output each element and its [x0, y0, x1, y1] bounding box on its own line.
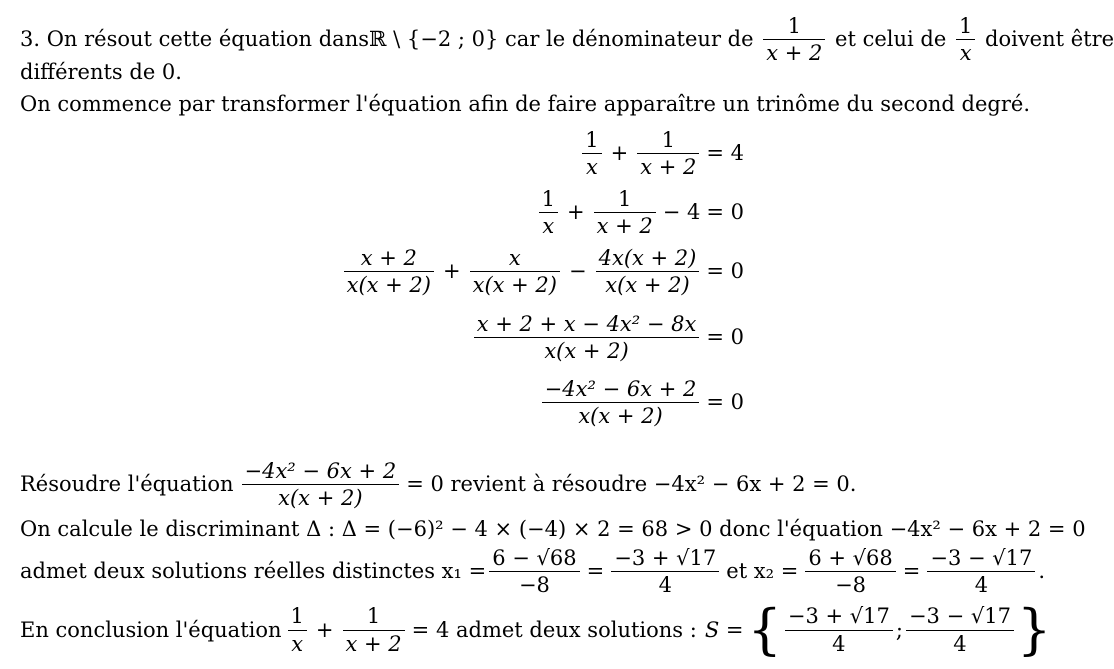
denominator: x(x + 2): [578, 404, 663, 429]
minus-sign: −: [569, 259, 587, 284]
fraction-combined: [474, 311, 700, 365]
equals-rhs: = 4: [706, 141, 744, 166]
numerator: 1: [582, 127, 601, 154]
resolve-label: Résoudre l'équation: [20, 472, 234, 497]
equals-rhs: = 0: [706, 200, 744, 225]
denominator: −8: [835, 573, 867, 598]
numerator: 1: [343, 603, 405, 630]
solutions-label: admet deux solutions réelles distinctes x₁ =: [20, 559, 487, 584]
fraction-4x-over-common: [596, 245, 700, 299]
domain-set: ℝ \ {−2 ; 0}: [369, 27, 499, 52]
plus-sign: +: [443, 259, 461, 284]
equals-rhs: = 0: [706, 325, 744, 350]
fraction-solution-2: [906, 603, 1014, 657]
numerator: 1: [956, 13, 975, 40]
numerator: −4x² − 6x + 2: [242, 458, 400, 485]
numerator: 1: [288, 603, 307, 630]
numerator: 1: [763, 13, 825, 40]
intro-text-start: 3. On résout cette équation dans: [20, 27, 370, 52]
conclusion-label: En conclusion l'équation: [20, 617, 282, 642]
denominator: x + 2: [640, 155, 697, 180]
conclusion-line: [20, 598, 1052, 661]
denominator: −8: [518, 573, 550, 598]
intro-line-1: [20, 13, 1114, 67]
minus-four: − 4: [662, 200, 701, 225]
equation-step-5: [539, 376, 744, 430]
numerator: −3 − √17: [927, 545, 1035, 572]
close-brace: }: [1016, 598, 1052, 661]
and-x2-label: et x₂ =: [726, 559, 799, 584]
fraction-1-over-x-plus-2: [637, 127, 699, 181]
denominator: x + 2: [766, 41, 823, 66]
denominator: x + 2: [345, 631, 402, 656]
denominator: x + 2: [596, 214, 653, 239]
intro-text-mid2: et celui de: [828, 27, 953, 52]
intro-line-2: différents de 0.: [20, 60, 182, 84]
denominator: x(x + 2): [544, 339, 629, 364]
equation-step-4: [471, 311, 744, 365]
conclusion-mid: = 4 admet deux solutions :: [411, 617, 697, 642]
plus-sign: +: [566, 200, 585, 225]
open-brace: {: [747, 598, 782, 661]
numerator: 1: [539, 186, 558, 213]
equals-sign: =: [586, 559, 605, 584]
denominator: x(x + 2): [278, 486, 363, 511]
solution-set-label: S =: [704, 617, 744, 642]
equals-rhs: = 0: [706, 259, 744, 284]
fraction-1-over-x: [582, 127, 601, 181]
fraction-x2-simplified: [927, 545, 1035, 599]
plus-sign: +: [610, 141, 629, 166]
denominator: 4: [974, 573, 989, 598]
numerator: 4x(x + 2): [596, 245, 700, 272]
equation-step-3: [341, 245, 744, 299]
denominator: x: [542, 214, 555, 239]
intro-line-3: On commence par transformer l'équation afin de faire apparaître un trinôme du second degré.: [20, 92, 1031, 116]
resolve-line: [20, 458, 856, 512]
fraction-solution-1: [785, 603, 893, 657]
fraction-1-over-x-plus-2: [763, 13, 825, 67]
fraction-x2: [805, 545, 895, 599]
equation-step-1: [579, 127, 744, 181]
numerator: x + 2 + x − 4x² − 8x: [474, 311, 700, 338]
discriminant-line: On calcule le discriminant Δ : Δ = (−6)² − 4 × (−4) × 2 = 68 > 0 donc l'équation −4x² − 6x + 2 = 0: [20, 517, 1086, 541]
fraction-quadratic: [242, 458, 400, 512]
numerator: x + 2: [344, 245, 434, 272]
separator: ;: [895, 617, 903, 642]
denominator: x: [585, 155, 598, 180]
fraction-1-over-x: [288, 603, 307, 657]
denominator: x(x + 2): [472, 273, 557, 298]
fraction-x-plus-2-over-common: [344, 245, 434, 299]
equals-rhs: = 0: [706, 390, 744, 415]
denominator: x: [291, 631, 304, 656]
numerator: x: [470, 245, 560, 272]
numerator: −4x² − 6x + 2: [542, 376, 700, 403]
numerator: −3 + √17: [611, 545, 719, 572]
period: .: [1038, 559, 1046, 584]
fraction-x-over-common: [470, 245, 560, 299]
numerator: 1: [637, 127, 699, 154]
resolve-rest: = 0 revient à résoudre −4x² − 6x + 2 = 0.: [406, 472, 857, 497]
denominator: x(x + 2): [605, 273, 690, 298]
numerator: −3 − √17: [906, 603, 1014, 630]
fraction-quadratic: [542, 376, 700, 430]
intro-text-mid: car le dénominateur de: [498, 27, 761, 52]
plus-sign: +: [315, 617, 334, 642]
fraction-1-over-x-plus-2: [343, 603, 405, 657]
fraction-x1: [489, 545, 579, 599]
numerator: −3 + √17: [785, 603, 893, 630]
solutions-line: [20, 545, 1045, 599]
denominator: 4: [832, 631, 846, 656]
denominator: 4: [953, 631, 967, 656]
fraction-1-over-x: [539, 186, 558, 240]
numerator: 6 + √68: [805, 545, 895, 572]
intro-text-end: doivent être: [978, 27, 1114, 52]
equals-sign: =: [902, 559, 921, 584]
denominator: x(x + 2): [346, 273, 431, 298]
numerator: 1: [594, 186, 656, 213]
numerator: 6 − √68: [489, 545, 579, 572]
equation-step-2: [536, 186, 744, 240]
fraction-1-over-x-plus-2: [594, 186, 656, 240]
fraction-1-over-x: [956, 13, 975, 67]
denominator: x: [959, 41, 972, 66]
denominator: 4: [658, 573, 672, 598]
fraction-x1-simplified: [611, 545, 719, 599]
